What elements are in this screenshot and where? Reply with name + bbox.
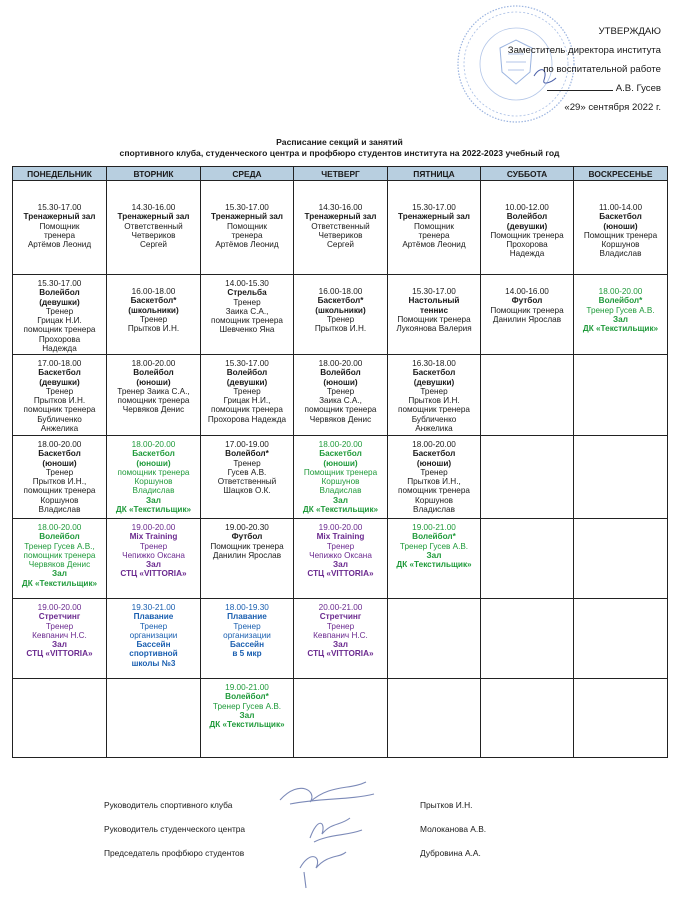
cell-bold-line: (девушки) bbox=[39, 377, 80, 387]
cell-bold-line: школы №3 bbox=[131, 658, 176, 668]
cell-line: Владислав bbox=[319, 486, 362, 496]
cell-bold-line: Баскетбол bbox=[412, 368, 456, 378]
page-title bbox=[0, 137, 679, 158]
cell-line: 19.00-21.00 bbox=[225, 683, 269, 692]
cell-bold-line: Волейбол* bbox=[225, 449, 269, 459]
cell-bold-line: Баскетбол bbox=[412, 449, 456, 459]
cell-bold-line: Зал bbox=[52, 640, 67, 650]
cell-line: Тренер Гусев А.В. bbox=[586, 305, 655, 315]
footer-name-1: Прытков И.Н. bbox=[420, 800, 473, 810]
cell-line: Червяков Денис bbox=[122, 405, 185, 415]
cell-bold-line: Зал bbox=[146, 560, 161, 570]
schedule-cell bbox=[201, 181, 294, 275]
footer-name-3: Дубровина А.А. bbox=[420, 848, 481, 858]
cell-line: Тренер Гусев А.В., bbox=[24, 541, 95, 551]
cell-line: Прытков И.Н., bbox=[407, 477, 461, 487]
cell-line: Ответственный bbox=[217, 477, 277, 487]
cell-line: Помощник тренера bbox=[583, 230, 658, 240]
cell-bold-line: Стретчинг bbox=[38, 612, 81, 622]
cell-line: Коршунов bbox=[40, 495, 79, 505]
cell-line: помощник тренера bbox=[23, 405, 96, 415]
schedule-cell bbox=[107, 355, 201, 436]
cell-line: Тренер bbox=[45, 306, 74, 316]
cell-line: Бубличенко bbox=[411, 414, 457, 424]
cell-bold-line: Волейбол bbox=[506, 212, 548, 222]
cell-bold-line: Mix Training bbox=[316, 532, 365, 542]
day-header: ВТОРНИК bbox=[107, 167, 201, 181]
cell-line: Сергей bbox=[327, 240, 354, 250]
approval-block bbox=[411, 22, 661, 117]
cell-line: 19.30-21.00 bbox=[131, 603, 176, 612]
footer-role-3: Председатель профбюро студентов bbox=[104, 848, 245, 858]
approval-signer-line bbox=[411, 79, 661, 98]
cell-line: 14.30-16.00 bbox=[318, 203, 363, 212]
schedule-cell bbox=[481, 519, 574, 599]
cell-bold-line: Бассейн bbox=[136, 640, 171, 650]
cell-line: Анжелика bbox=[415, 424, 453, 434]
cell-bold-line: Зал bbox=[426, 550, 442, 560]
cell-line: Коршунов bbox=[134, 477, 173, 487]
cell-line: помощник тренера bbox=[398, 486, 470, 496]
cell-line: Тренер bbox=[233, 297, 261, 307]
schedule-cell bbox=[294, 355, 388, 436]
cell-bold-line: (юноши) bbox=[323, 377, 358, 387]
cell-line: Артёмов Леонид bbox=[27, 240, 92, 250]
cell-bold-line: Тренажерный зал bbox=[211, 212, 283, 222]
schedule-body bbox=[13, 181, 668, 758]
schedule-cell bbox=[294, 599, 388, 679]
cell-bold-line: Баскетбол bbox=[132, 449, 175, 459]
cell-line: Помощник bbox=[226, 221, 268, 231]
cell-line: Чепижко Оксана bbox=[122, 550, 185, 560]
cell-line: Прохорова Надежда bbox=[207, 414, 287, 424]
cell-bold-line: Тренажерный зал bbox=[23, 212, 96, 222]
cell-bold-line: Стрельба bbox=[227, 288, 267, 298]
cell-line: Помощник тренера bbox=[210, 541, 284, 551]
cell-line: Владислав bbox=[132, 486, 175, 496]
cell-line: 18.00-20.00 bbox=[598, 287, 643, 296]
cell-line: Червяков Денис bbox=[309, 414, 372, 424]
cell-line: Грицак Н.И. bbox=[37, 316, 82, 326]
cell-line: Данилин Ярослав bbox=[492, 314, 562, 324]
cell-line: Шевченко Яна bbox=[219, 325, 275, 335]
schedule-cell bbox=[388, 679, 481, 758]
schedule-cell bbox=[388, 275, 481, 355]
cell-line: Тренер bbox=[45, 467, 74, 477]
schedule-row bbox=[13, 355, 668, 436]
cell-line: 19.00-20.00 bbox=[131, 523, 176, 532]
cell-line: Тренер Гусев А.В. bbox=[212, 701, 282, 711]
schedule-cell bbox=[481, 275, 574, 355]
cell-line: тренера bbox=[418, 230, 450, 240]
cell-bold-line: Зал bbox=[333, 640, 348, 650]
cell-line: 19.00-21.00 bbox=[412, 523, 456, 532]
title-line-2: спортивного клуба, студенческого центра и профбюро студентов института на 2022-2023 учебный год bbox=[119, 147, 560, 158]
cell-bold-line: (юноши) bbox=[136, 458, 171, 468]
cell-line: Надежда bbox=[42, 344, 77, 354]
schedule-cell bbox=[107, 436, 201, 519]
cell-line: Заика С.А., bbox=[319, 396, 362, 406]
schedule-cell bbox=[13, 355, 107, 436]
footer-name-2: Молоканова А.В. bbox=[420, 824, 487, 834]
cell-line: Прытков И.Н., bbox=[32, 477, 87, 487]
schedule-cell bbox=[107, 181, 201, 275]
cell-line: Помощник bbox=[413, 221, 455, 231]
cell-line: Помощник тренера bbox=[303, 467, 378, 477]
cell-line: Тренер bbox=[45, 621, 74, 631]
cell-line: Заика С.А., bbox=[225, 306, 269, 316]
schedule-cell bbox=[201, 679, 294, 758]
cell-line: Тренер bbox=[420, 386, 448, 396]
cell-line: Прытков И.Н. bbox=[314, 324, 367, 334]
cell-line: помощник тренера bbox=[117, 467, 190, 477]
cell-bold-line: СТЦ «VITTORIA» bbox=[26, 649, 93, 659]
cell-line: Тренер bbox=[45, 386, 74, 396]
cell-line: Тренер bbox=[233, 386, 261, 396]
cell-line: 16.30-18.00 bbox=[412, 359, 456, 368]
footer-signatures bbox=[270, 772, 390, 892]
cell-line: Четвериков bbox=[318, 230, 363, 240]
cell-line: Тренер bbox=[139, 621, 168, 631]
cell-bold-line: ДК «Текстильщик» bbox=[302, 505, 379, 515]
schedule-cell bbox=[294, 519, 388, 599]
cell-bold-line: Зал bbox=[613, 314, 628, 324]
schedule-cell bbox=[574, 181, 668, 275]
cell-bold-line: Футбол bbox=[231, 532, 263, 542]
cell-line: Тренер bbox=[326, 621, 355, 631]
cell-bold-line: Зал bbox=[239, 710, 255, 720]
cell-bold-line: СТЦ «VITTORIA» bbox=[120, 569, 187, 579]
header-row bbox=[13, 167, 668, 181]
cell-line: 15.30-17.00 bbox=[412, 287, 456, 296]
title-line-1: Расписание секций и занятий bbox=[276, 137, 403, 147]
cell-line: Тренер bbox=[326, 314, 355, 324]
cell-line: Владислав bbox=[599, 249, 642, 259]
cell-bold-line: Волейбол bbox=[39, 288, 80, 298]
cell-line: помощник тренера bbox=[398, 405, 470, 415]
cell-line: Тренер bbox=[420, 467, 448, 477]
schedule-row bbox=[13, 519, 668, 599]
schedule-row bbox=[13, 181, 668, 275]
cell-line: 10.00-12.00 bbox=[505, 203, 549, 212]
day-header: ВОСКРЕСЕНЬЕ bbox=[574, 167, 668, 181]
cell-line: Гусев А.В. bbox=[227, 467, 267, 477]
cell-bold-line: (девушки) bbox=[226, 377, 268, 387]
day-header: ПЯТНИЦА bbox=[388, 167, 481, 181]
cell-bold-line: (школьники) bbox=[315, 305, 366, 315]
cell-line: Бубличенко bbox=[37, 414, 82, 424]
cell-line: 15.30-17.00 bbox=[225, 359, 269, 368]
cell-bold-line: теннис bbox=[419, 305, 449, 315]
cell-line: Шацков О.К. bbox=[223, 486, 271, 496]
schedule-cell bbox=[201, 355, 294, 436]
cell-line: Артёмов Леонид bbox=[402, 240, 466, 250]
schedule-cell bbox=[13, 436, 107, 519]
cell-line: Помощник тренера bbox=[490, 230, 564, 240]
cell-line: Коршунов bbox=[415, 495, 453, 505]
day-header: ЧЕТВЕРГ bbox=[294, 167, 388, 181]
cell-line: 18.00-20.00 bbox=[37, 523, 82, 532]
cell-line: Анжелика bbox=[40, 424, 79, 434]
cell-line: Тренер Гусев А.В. bbox=[399, 541, 469, 551]
cell-line: Сергей bbox=[140, 240, 167, 250]
cell-bold-line: Баскетбол bbox=[599, 212, 642, 222]
schedule-cell bbox=[294, 181, 388, 275]
cell-line: 17.00-19.00 bbox=[225, 440, 269, 449]
cell-line: 17.00-18.00 bbox=[37, 359, 82, 368]
cell-bold-line: Mix Training bbox=[129, 532, 178, 542]
cell-line: Ответственный bbox=[311, 221, 370, 231]
day-header: СУББОТА bbox=[481, 167, 574, 181]
cell-bold-line: ДК «Текстильщик» bbox=[115, 505, 192, 515]
cell-bold-line: Волейбол bbox=[39, 532, 80, 542]
cell-bold-line: (юноши) bbox=[603, 221, 638, 231]
schedule-cell bbox=[294, 275, 388, 355]
schedule-cell bbox=[201, 599, 294, 679]
cell-bold-line: (юноши) bbox=[136, 377, 171, 387]
schedule-cell bbox=[201, 519, 294, 599]
cell-bold-line: Баскетбол bbox=[38, 368, 81, 378]
cell-bold-line: Волейбол bbox=[133, 368, 174, 378]
cell-bold-line: Зал bbox=[333, 495, 348, 505]
cell-bold-line: Зал bbox=[52, 569, 67, 579]
cell-line: 15.30-17.00 bbox=[37, 279, 82, 288]
cell-bold-line: в 5 мкр bbox=[232, 649, 262, 659]
schedule-cell bbox=[481, 355, 574, 436]
cell-line: помощник тренера bbox=[23, 486, 96, 496]
cell-line: 18.00-20.00 bbox=[318, 440, 363, 449]
cell-line: 15.30-17.00 bbox=[37, 203, 82, 212]
schedule-row bbox=[13, 679, 668, 758]
schedule-cell bbox=[574, 519, 668, 599]
cell-bold-line: Тренажерный зал bbox=[117, 212, 190, 222]
schedule-cell bbox=[107, 599, 201, 679]
cell-bold-line: СТЦ «VITTORIA» bbox=[307, 649, 374, 659]
cell-line: Прытков И.Н. bbox=[127, 324, 180, 334]
schedule-cell bbox=[574, 275, 668, 355]
cell-line: Тренер bbox=[139, 314, 168, 324]
cell-line: помощник тренера bbox=[211, 405, 283, 415]
cell-bold-line: Волейбол bbox=[320, 368, 361, 378]
schedule-table bbox=[12, 166, 668, 758]
cell-bold-line: ДК «Текстильщик» bbox=[582, 324, 659, 334]
schedule-row bbox=[13, 436, 668, 519]
schedule-cell bbox=[13, 519, 107, 599]
cell-line: Тренер bbox=[326, 386, 355, 396]
schedule-cell bbox=[388, 355, 481, 436]
cell-line: Четвериков bbox=[131, 230, 176, 240]
schedule-cell bbox=[201, 275, 294, 355]
schedule-cell bbox=[574, 355, 668, 436]
signature-line bbox=[547, 80, 613, 91]
schedule-cell bbox=[388, 181, 481, 275]
cell-line: Данилин Ярослав bbox=[212, 550, 282, 560]
cell-bold-line: (девушки) bbox=[506, 221, 548, 231]
cell-line: Помощник тренера bbox=[490, 305, 564, 315]
cell-bold-line: Волейбол* bbox=[598, 296, 643, 306]
cell-bold-line: ДК «Текстильщик» bbox=[21, 578, 98, 588]
cell-line: 20.00-21.00 bbox=[318, 603, 363, 612]
schedule-cell bbox=[574, 436, 668, 519]
cell-bold-line: ДК «Текстильщик» bbox=[209, 720, 285, 730]
cell-line: Тренер bbox=[139, 541, 168, 551]
cell-line: помощник тренера bbox=[304, 405, 377, 415]
cell-line: Артёмов Леонид bbox=[215, 240, 279, 250]
schedule-cell bbox=[13, 599, 107, 679]
cell-line: 15.30-17.00 bbox=[412, 203, 456, 212]
cell-line: организации bbox=[223, 630, 271, 640]
cell-line: Владислав bbox=[38, 505, 81, 515]
approval-date: «29» сентября 2022 г. bbox=[564, 102, 661, 113]
approval-position-detail: по воспитательной работе bbox=[543, 64, 661, 75]
cell-bold-line: Баскетбол bbox=[38, 449, 81, 459]
schedule-cell bbox=[481, 679, 574, 758]
schedule-cell bbox=[481, 599, 574, 679]
cell-line: Коршунов bbox=[601, 240, 640, 250]
cell-bold-line: (юноши) bbox=[323, 458, 358, 468]
schedule-cell bbox=[13, 679, 107, 758]
cell-line: помощник тренера bbox=[211, 316, 283, 326]
cell-line: помощник тренера bbox=[117, 396, 190, 406]
cell-bold-line: Стретчинг bbox=[319, 612, 362, 622]
cell-line: Лукоянова Валерия bbox=[396, 324, 472, 334]
cell-bold-line: Тренажерный зал bbox=[304, 212, 377, 222]
cell-bold-line: Настольный bbox=[408, 296, 460, 306]
footer-role-1: Руководитель спортивного клуба bbox=[104, 800, 233, 810]
cell-line: 18.00-20.00 bbox=[318, 359, 363, 368]
cell-bold-line: Баскетбол bbox=[319, 449, 362, 459]
schedule-row bbox=[13, 599, 668, 679]
cell-line: Грицак Н.И., bbox=[223, 396, 271, 406]
cell-line: 15.30-17.00 bbox=[225, 203, 269, 212]
footer-role-2: Руководитель студенческого центра bbox=[104, 824, 246, 834]
cell-line: Кевпанич Н.С. bbox=[32, 630, 87, 640]
cell-line: 14.30-16.00 bbox=[131, 203, 176, 212]
day-header: СРЕДА bbox=[201, 167, 294, 181]
cell-line: Помощник тренера bbox=[397, 314, 471, 324]
cell-line: тренера bbox=[231, 230, 263, 240]
cell-line: 19.00-20.30 bbox=[225, 523, 269, 532]
schedule-cell bbox=[574, 679, 668, 758]
cell-line: помощник тренера bbox=[23, 550, 96, 560]
cell-line: организации bbox=[129, 630, 178, 640]
cell-line: тренера bbox=[43, 230, 76, 240]
day-header: ПОНЕДЕЛЬНИК bbox=[13, 167, 107, 181]
cell-line: 18.00-20.00 bbox=[37, 440, 82, 449]
cell-bold-line: Зал bbox=[146, 495, 161, 505]
schedule-cell bbox=[388, 519, 481, 599]
cell-line: 19.00-20.00 bbox=[37, 603, 82, 612]
schedule-cell bbox=[388, 599, 481, 679]
schedule-cell bbox=[481, 181, 574, 275]
cell-line: Червяков Денис bbox=[28, 560, 91, 570]
cell-bold-line: Бассейн bbox=[229, 640, 265, 650]
cell-bold-line: СТЦ «VITTORIA» bbox=[307, 569, 374, 579]
schedule-cell bbox=[201, 436, 294, 519]
cell-line: 11.00-14.00 bbox=[598, 203, 643, 212]
cell-bold-line: (девушки) bbox=[39, 297, 80, 307]
cell-bold-line: (школьники) bbox=[128, 305, 179, 315]
cell-line: 14.00-15.30 bbox=[225, 279, 269, 288]
cell-line: 16.00-18.00 bbox=[131, 287, 176, 296]
cell-line: Надежда bbox=[509, 249, 545, 259]
cell-bold-line: спортивной bbox=[129, 649, 178, 659]
schedule-cell bbox=[107, 275, 201, 355]
approval-signer: А.В. Гусев bbox=[615, 83, 661, 94]
schedule-cell bbox=[107, 679, 201, 758]
cell-line: Владислав bbox=[413, 505, 455, 515]
cell-bold-line: (девушки) bbox=[413, 377, 455, 387]
schedule-cell bbox=[481, 436, 574, 519]
schedule-cell bbox=[13, 181, 107, 275]
cell-line: 18.00-20.00 bbox=[131, 440, 176, 449]
cell-bold-line: Зал bbox=[333, 560, 348, 570]
approval-heading: УТВЕРЖДАЮ bbox=[598, 26, 661, 37]
cell-line: Кевпанич Н.С. bbox=[313, 630, 368, 640]
schedule-cell bbox=[388, 436, 481, 519]
cell-bold-line: ДК «Текстильщик» bbox=[396, 560, 472, 570]
cell-bold-line: (юноши) bbox=[42, 458, 77, 468]
cell-bold-line: Баскетбол* bbox=[317, 296, 364, 306]
cell-line: Тренер Заика С.А., bbox=[117, 386, 190, 396]
cell-bold-line: Плавание bbox=[133, 612, 174, 622]
cell-line: 16.00-18.00 bbox=[318, 287, 363, 296]
cell-bold-line: Тренажерный зал bbox=[398, 212, 470, 222]
cell-bold-line: Баскетбол* bbox=[130, 296, 177, 306]
cell-line: Ответственный bbox=[124, 221, 183, 231]
cell-bold-line: (юноши) bbox=[416, 458, 452, 468]
schedule-cell bbox=[294, 679, 388, 758]
cell-line: 18.00-19.30 bbox=[225, 603, 269, 612]
cell-line: 19.00-20.00 bbox=[318, 523, 363, 532]
cell-line: Прохорова bbox=[506, 240, 548, 250]
cell-line: Тренер bbox=[233, 621, 261, 631]
cell-bold-line: Плавание bbox=[227, 612, 267, 622]
cell-line: 18.00-20.00 bbox=[131, 359, 176, 368]
cell-line: Прытков И.Н. bbox=[33, 396, 86, 406]
cell-line: Чепижко Оксана bbox=[309, 550, 372, 560]
cell-line: 18.00-20.00 bbox=[412, 440, 456, 449]
approval-position: Заместитель директора института bbox=[507, 45, 661, 56]
schedule-cell bbox=[13, 275, 107, 355]
cell-line: 14.00-16.00 bbox=[505, 287, 549, 296]
cell-line: Помощник bbox=[39, 221, 80, 231]
cell-bold-line: Футбол bbox=[511, 296, 543, 306]
cell-bold-line: Волейбол* bbox=[225, 692, 269, 702]
schedule-cell bbox=[294, 436, 388, 519]
schedule-cell bbox=[107, 519, 201, 599]
cell-line: Прохорова bbox=[38, 334, 81, 344]
cell-line: Прытков И.Н. bbox=[408, 396, 460, 406]
cell-line: Коршунов bbox=[321, 477, 360, 487]
schedule-cell bbox=[574, 599, 668, 679]
cell-line: помощник тренера bbox=[23, 325, 96, 335]
cell-bold-line: Волейбол bbox=[226, 368, 268, 378]
cell-line: Тренер bbox=[326, 541, 355, 551]
cell-bold-line: Волейбол* bbox=[412, 532, 456, 542]
cell-line: Тренер bbox=[233, 458, 261, 468]
schedule-row bbox=[13, 275, 668, 355]
